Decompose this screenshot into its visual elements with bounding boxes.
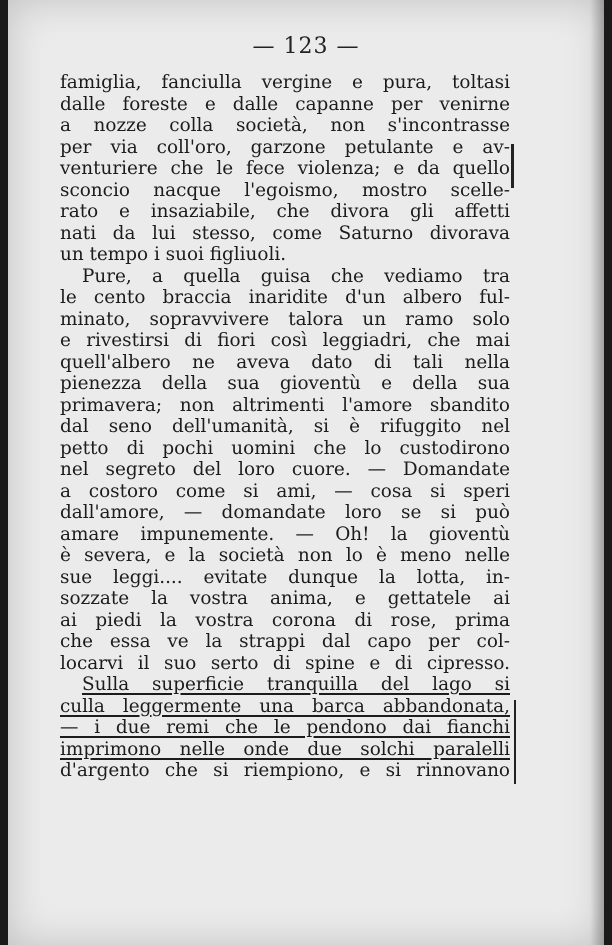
text-line: e rivestirsi di fiori così leggiadri, che mai [60, 330, 510, 351]
underlined-line: imprimono nelle onde due solchi paralelli [60, 738, 510, 760]
body-text [60, 72, 510, 782]
text-line: dall'amore, — domandate loro se si può [60, 502, 510, 523]
text-line: a costoro come si ami, — cosa si speri [60, 480, 510, 502]
text-line: d'argento che si riempiono, e si rinnovano [60, 760, 510, 781]
text-line: sozzate la vostra anima, e gettatele ai [60, 588, 510, 609]
underlined-line: — i due remi che le pendono dai fianchi [60, 717, 510, 738]
text-line: primavera; non altrimenti l'amore sbandito [60, 394, 510, 416]
text-line: a nozze colla società, non s'incontrasse [60, 115, 510, 136]
text-line: pienezza della sua gioventù e della sua [60, 373, 510, 394]
text-line: venturiere che le fece violenza; e da quello [60, 158, 510, 179]
text-line: amare impunemente. — Oh! la gioventù [60, 523, 510, 545]
text-line: che essa ve la strappi dal capo per col- [60, 631, 510, 652]
text-line: ai piedi la vostra corona di rose, prima [60, 609, 510, 631]
underlined-line: Sulla superficie tranquilla del lago si [82, 674, 510, 695]
text-line: quell'albero ne aveva dato di tali nella [60, 351, 510, 373]
text-line: le cento braccia inaridite d'un albero ful- [60, 287, 510, 308]
margin-mark [514, 700, 516, 784]
text-line: nati da lui stesso, come Saturno divorava [60, 222, 510, 244]
book-page [8, 0, 604, 945]
text-line: dal seno dell'umanità, si è rifuggito nel [60, 416, 510, 437]
text-line: petto di pochi uomini che lo custodirono [60, 437, 510, 459]
margin-mark [511, 144, 514, 188]
text-line: sue leggi.... evitate dunque la lotta, in- [60, 566, 510, 588]
text-line: rato e insaziabile, che divora gli affetti [60, 201, 510, 222]
text-line: dalle foreste e dalle capanne per venirne [60, 93, 510, 115]
underlined-line: culla leggermente una barca abbandonata, [60, 695, 510, 717]
text-line: sconcio nacque l'egoismo, mostro scelle- [60, 179, 510, 201]
text-line: nel segreto del loro cuore. — Domandate [60, 459, 510, 480]
page-number: — 123 — [252, 34, 360, 59]
text-line: minato, sopravvivere talora un ramo solo [60, 308, 510, 330]
text-line: per via coll'oro, garzone petulante e av- [60, 136, 510, 158]
text-line: locarvi il suo serto di spine e di cipresso. [60, 652, 510, 674]
text-line: famiglia, fanciulla vergine e pura, toltasi [60, 72, 510, 93]
text-line: Pure, a quella guisa che vediamo tra [82, 265, 510, 287]
text-line: è severa, e la società non lo è meno nelle [60, 545, 510, 566]
text-line: un tempo i suoi figliuoli. [60, 244, 287, 265]
